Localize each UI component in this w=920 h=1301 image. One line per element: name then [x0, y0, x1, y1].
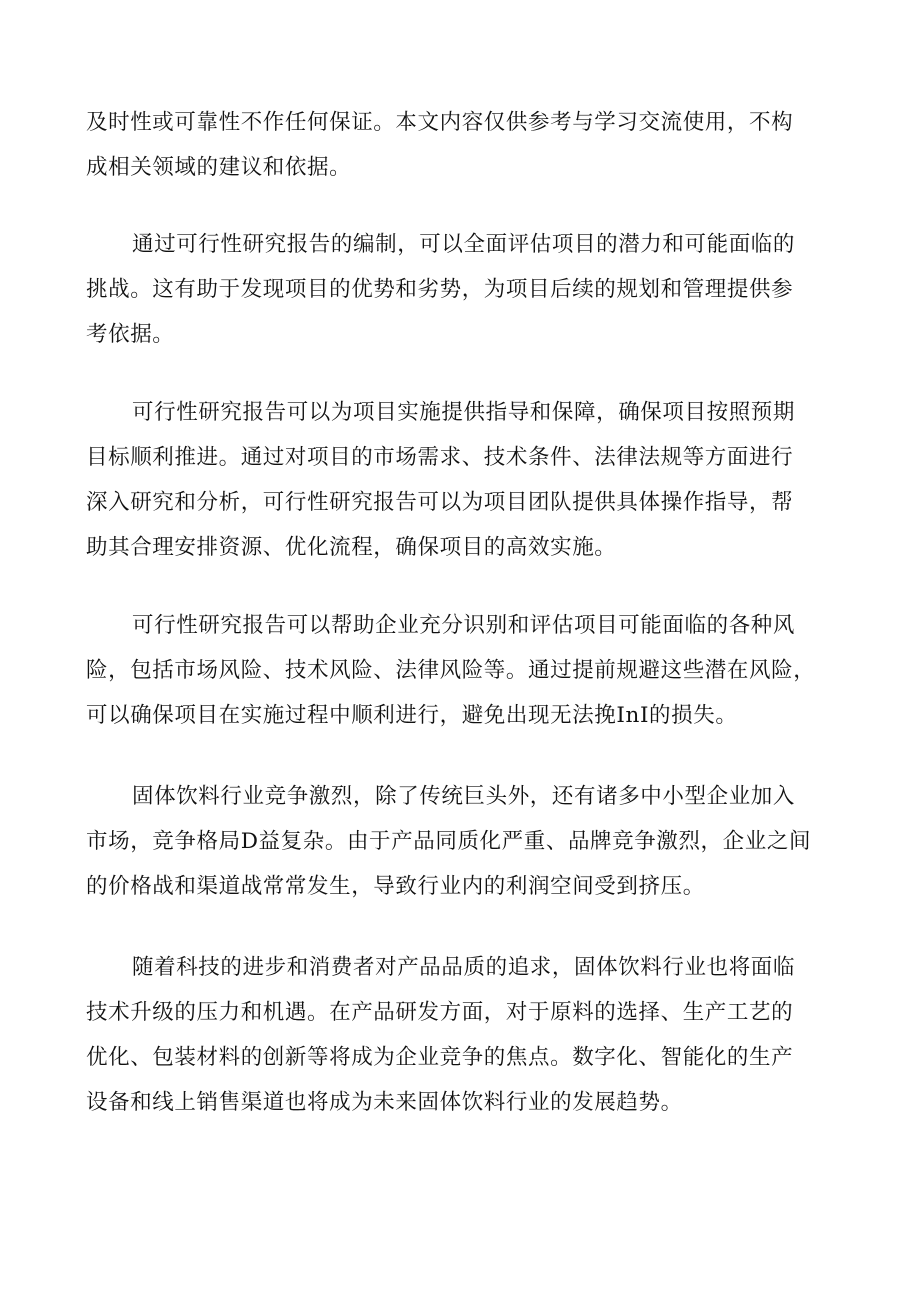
paragraph-line: 固体饮料行业竞争激烈，除了传统巨头外，还有诸多中小型企业加入: [132, 784, 796, 809]
paragraph-line: 通过可行性研究报告的编制，可以全面评估项目的潜力和可能面临的: [132, 232, 796, 257]
paragraph-line: 目标顺利推进。通过对项目的市场需求、技术条件、法律法规等方面进行: [86, 445, 794, 470]
paragraph-line: 可行性研究报告可以帮助企业充分识别和评估项目可能面临的各种风: [132, 613, 796, 638]
paragraph-line: 险，包括市场风险、技术风险、法律风险等。通过提前规避这些潜在风险，: [86, 658, 816, 683]
paragraph-line: 助其合理安排资源、优化流程，确保项目的高效实施。: [86, 535, 617, 560]
paragraph-risk-identification: [86, 603, 836, 738]
paragraph-industry-competition: [86, 774, 836, 909]
paragraph-line: 设备和线上销售渠道也将成为未来固体饮料行业的发展趋势。: [86, 1090, 683, 1115]
paragraph-line: 深入研究和分析，可行性研究报告可以为项目团队提供具体操作指导，帮: [86, 490, 794, 515]
paragraph-disclaimer-continuation: [86, 100, 836, 190]
paragraph-line: 成相关领域的建议和依据。: [86, 155, 352, 180]
paragraph-implementation-guidance: [86, 390, 836, 570]
paragraph-feasibility-evaluation: [86, 222, 836, 357]
paragraph-line: 优化、包装材料的创新等将成为企业竞争的焦点。数字化、智能化的生产: [86, 1045, 794, 1070]
paragraph-line: 可以确保项目在实施过程中顺利进行，避免出现无法挽InI的损失。: [86, 703, 738, 728]
paragraph-line: 可行性研究报告可以为项目实施提供指导和保障，确保项目按照预期: [132, 400, 796, 425]
paragraph-line: 的价格战和渠道战常常发生，导致行业内的利润空间受到挤压。: [86, 874, 705, 899]
paragraph-technology-upgrade: [86, 945, 836, 1125]
paragraph-line: 及时性或可靠性不作任何保证。本文内容仅供参考与学习交流使用，不构: [86, 110, 794, 135]
paragraph-line: 随着科技的进步和消费者对产品品质的追求，固体饮料行业也将面临: [132, 955, 796, 980]
paragraph-line: 市场，竞争格局D益复杂。由于产品同质化严重、品牌竞争激烈，企业之间: [86, 829, 812, 854]
paragraph-line: 技术升级的压力和机遇。在产品研发方面，对于原料的选择、生产工艺的: [86, 1000, 794, 1025]
paragraph-line: 挑战。这有助于发现项目的优势和劣势，为项目后续的规划和管理提供参: [86, 277, 794, 302]
paragraph-line: 考依据。: [86, 322, 175, 347]
